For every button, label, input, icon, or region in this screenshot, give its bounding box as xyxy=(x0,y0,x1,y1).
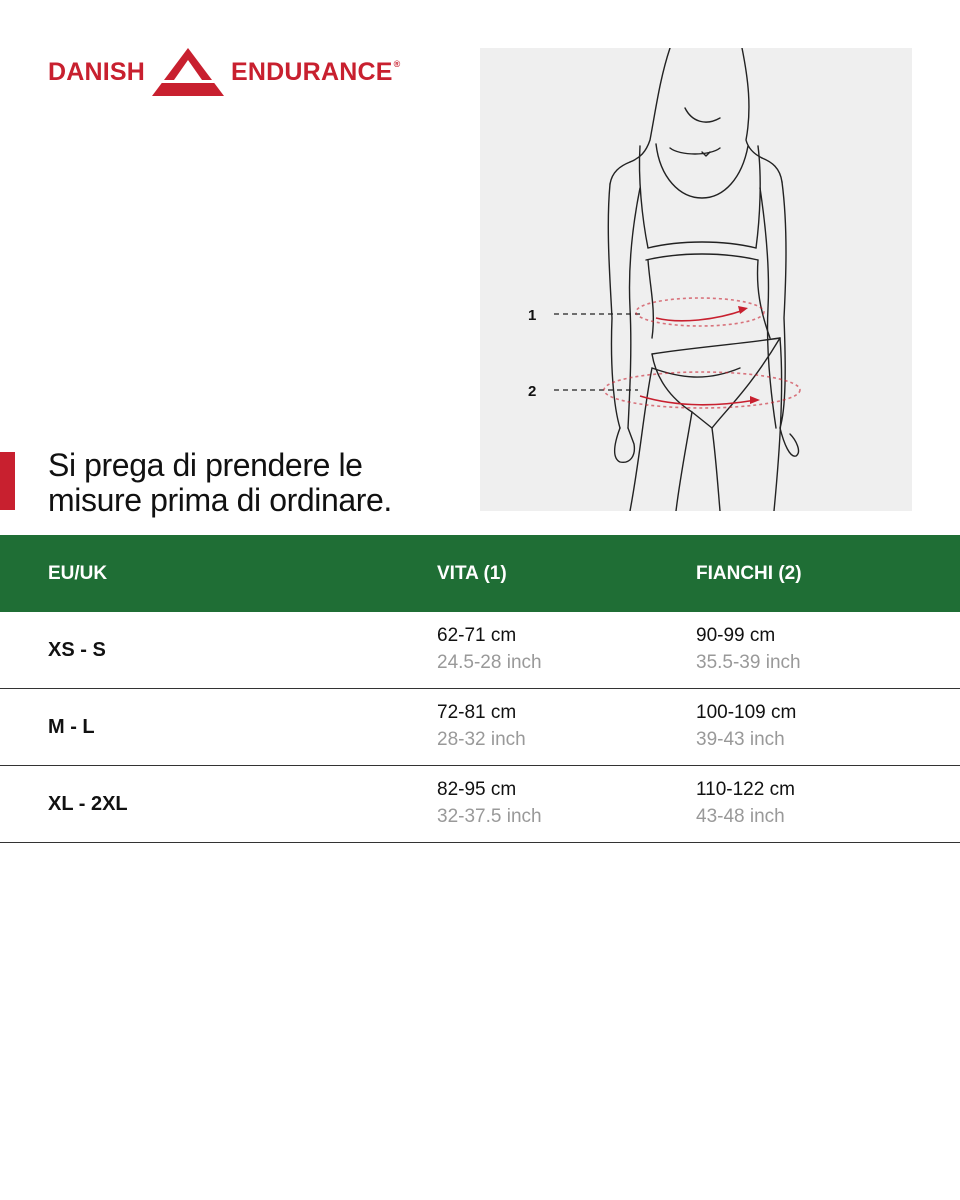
waist-cell xyxy=(437,778,542,832)
hips-cm: 100-109 cm xyxy=(696,702,797,723)
hips-cm: 110-122 cm xyxy=(696,779,795,800)
waist-cm: 72-81 cm xyxy=(437,702,517,723)
body-figure-drawing xyxy=(480,48,912,511)
marker-2-label: 2 xyxy=(528,383,537,400)
hips-cell xyxy=(696,701,796,755)
registered-mark: ® xyxy=(393,59,401,69)
table-row xyxy=(0,766,960,843)
size-table-header xyxy=(0,535,960,612)
header-waist: VITA (1) xyxy=(437,563,507,584)
measurement-illustration xyxy=(480,48,912,511)
header-hips: FIANCHI (2) xyxy=(696,563,802,584)
marker-1-label: 1 xyxy=(528,307,537,324)
mountain-triangle-icon xyxy=(150,46,226,98)
waist-inch: 28-32 inch xyxy=(437,729,526,750)
size-label: M - L xyxy=(48,716,95,738)
waist-cm: 82-95 cm xyxy=(437,779,517,800)
brand-left-word: DANISH xyxy=(48,57,146,86)
waist-cm: 62-71 cm xyxy=(437,625,517,646)
size-label: XL - 2XL xyxy=(48,793,128,815)
hips-cell xyxy=(696,778,795,832)
table-row xyxy=(0,612,960,689)
hips-inch: 39-43 inch xyxy=(696,729,785,750)
hips-cell xyxy=(696,624,801,678)
brand-right-word: ENDURANCE xyxy=(231,57,393,86)
hips-cm: 90-99 cm xyxy=(696,625,776,646)
hips-inch: 43-48 inch xyxy=(696,806,785,827)
waist-inch: 24.5-28 inch xyxy=(437,652,542,673)
page-headline: Si prega di prendere le misure prima di ordinare. xyxy=(48,447,392,518)
waist-cell xyxy=(437,624,542,678)
waist-inch: 32-37.5 inch xyxy=(437,806,542,827)
hips-inch: 35.5-39 inch xyxy=(696,652,801,673)
table-row xyxy=(0,689,960,766)
size-label: XS - S xyxy=(48,639,106,661)
brand-logo xyxy=(48,46,400,98)
header-size: EU/UK xyxy=(48,563,108,584)
waist-cell xyxy=(437,701,526,755)
headline-accent-bar xyxy=(0,452,15,510)
